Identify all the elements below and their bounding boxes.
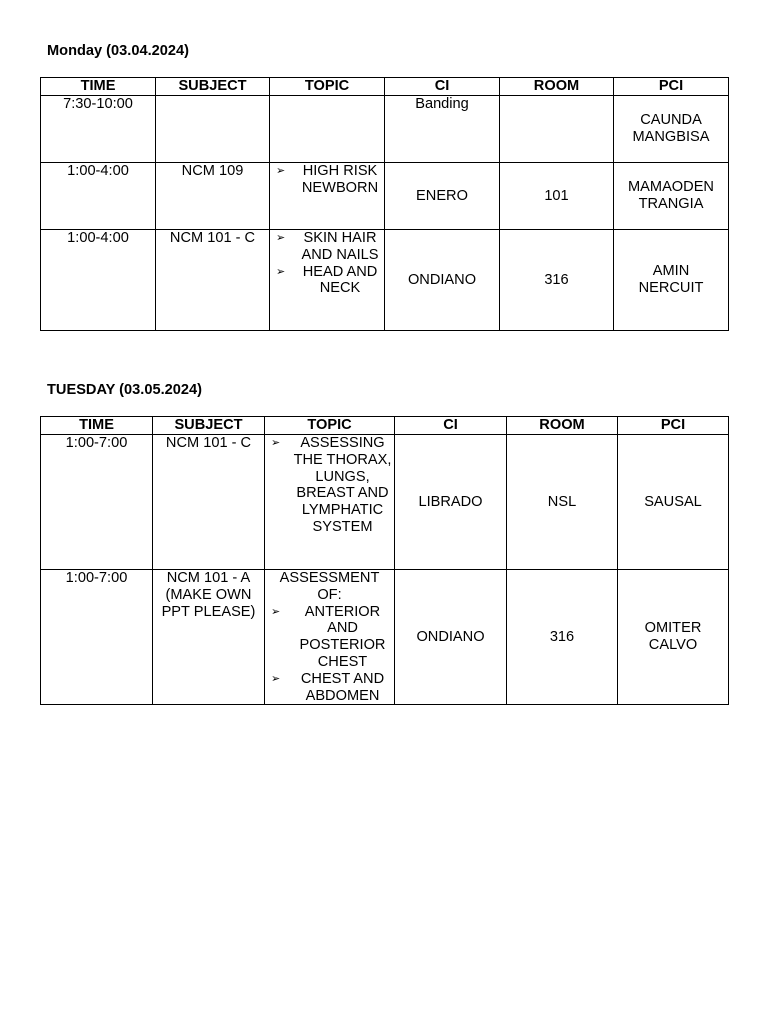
pci-cell bbox=[618, 435, 729, 570]
header-pci: PCI bbox=[614, 78, 729, 96]
topic-item: ➢ ANTERIOR AND POSTERIOR CHEST bbox=[267, 604, 392, 671]
room-cell bbox=[500, 96, 614, 163]
topic-list bbox=[272, 230, 382, 297]
time-cell: 7:30-10:00 bbox=[41, 96, 156, 163]
topic-list bbox=[267, 604, 392, 705]
header-topic: TOPIC bbox=[265, 417, 395, 435]
room-cell: NSL bbox=[507, 435, 618, 570]
subject-cell: NCM 101 - C bbox=[156, 230, 270, 331]
topic-item: ➢ CHEST AND ABDOMEN bbox=[267, 671, 392, 705]
pci-line: NERCUIT bbox=[638, 280, 704, 296]
tuesday-schedule-table bbox=[40, 416, 729, 705]
table-row bbox=[41, 163, 729, 230]
header-pci: PCI bbox=[618, 417, 729, 435]
topic-item: ➢ HEAD AND NECK bbox=[272, 264, 382, 298]
topic-list bbox=[272, 163, 382, 197]
subject-cell: NCM 109 bbox=[156, 163, 270, 230]
subject-cell bbox=[156, 96, 270, 163]
table-row bbox=[41, 230, 729, 331]
table-row bbox=[41, 435, 729, 570]
monday-heading: Monday (03.04.2024) bbox=[47, 43, 189, 59]
pci-cell bbox=[618, 570, 729, 705]
header-room: ROOM bbox=[500, 78, 614, 96]
header-ci: CI bbox=[395, 417, 507, 435]
pci-cell bbox=[614, 163, 729, 230]
subject-cell: NCM 101 - C bbox=[153, 435, 265, 570]
ci-cell: Banding bbox=[385, 96, 500, 163]
header-room: ROOM bbox=[507, 417, 618, 435]
ci-cell: ENERO bbox=[385, 163, 500, 230]
pci-line: TRANGIA bbox=[638, 196, 704, 212]
topic-list bbox=[267, 435, 392, 536]
pci-line: MAMAODEN bbox=[628, 179, 714, 196]
time-cell: 1:00-7:00 bbox=[41, 435, 153, 570]
topic-item: ➢ HIGH RISK NEWBORN bbox=[272, 163, 382, 197]
pci-line: SAUSAL bbox=[644, 493, 702, 510]
ci-cell: ONDIANO bbox=[385, 230, 500, 331]
pci-line: OMITER bbox=[644, 620, 702, 637]
pci-cell bbox=[614, 230, 729, 331]
topic-cell bbox=[265, 435, 395, 570]
header-subject: SUBJECT bbox=[156, 78, 270, 96]
header-ci: CI bbox=[385, 78, 500, 96]
time-cell: 1:00-7:00 bbox=[41, 570, 153, 705]
topic-intro: ASSESSMENT OF: bbox=[279, 570, 380, 603]
topic-cell bbox=[270, 163, 385, 230]
topic-item: ➢ SKIN HAIR AND NAILS bbox=[272, 230, 382, 264]
header-topic: TOPIC bbox=[270, 78, 385, 96]
topic-cell bbox=[270, 96, 385, 163]
table-header-row bbox=[41, 417, 729, 435]
time-cell: 1:00-4:00 bbox=[41, 163, 156, 230]
topic-cell bbox=[270, 230, 385, 331]
room-cell: 316 bbox=[500, 230, 614, 331]
tuesday-heading: TUESDAY (03.05.2024) bbox=[47, 382, 202, 398]
pci-line: MANGBISA bbox=[632, 129, 710, 145]
ci-cell: LIBRADO bbox=[395, 435, 507, 570]
time-cell: 1:00-4:00 bbox=[41, 230, 156, 331]
pci-line: AMIN bbox=[652, 263, 690, 280]
table-row bbox=[41, 570, 729, 705]
monday-schedule-table bbox=[40, 77, 729, 331]
pci-line: CALVO bbox=[648, 637, 698, 654]
subject-cell: NCM 101 - A (MAKE OWN PPT PLEASE) bbox=[153, 570, 265, 705]
header-subject: SUBJECT bbox=[153, 417, 265, 435]
table-row bbox=[41, 96, 729, 163]
table-header-row bbox=[41, 78, 729, 96]
topic-cell bbox=[265, 570, 395, 705]
ci-cell: ONDIANO bbox=[395, 570, 507, 705]
pci-cell bbox=[614, 96, 729, 163]
header-time: TIME bbox=[41, 417, 153, 435]
room-cell: 316 bbox=[507, 570, 618, 705]
header-time: TIME bbox=[41, 78, 156, 96]
room-cell: 101 bbox=[500, 163, 614, 230]
pci-line: CAUNDA bbox=[640, 112, 702, 129]
topic-item: ➢ ASSESSING THE THORAX, LUNGS, BREAST AND LYMPHATIC SYSTEM bbox=[267, 435, 392, 536]
